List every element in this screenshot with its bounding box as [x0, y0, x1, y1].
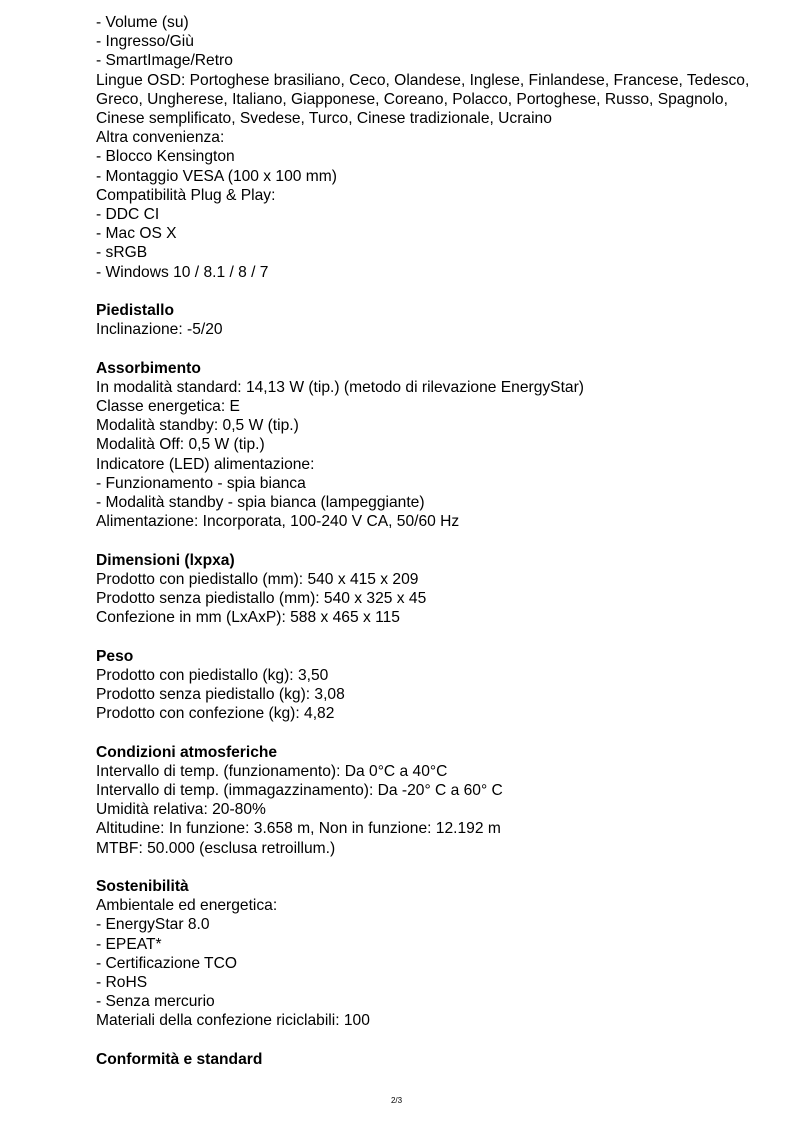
spec-line: Intervallo di temp. (funzionamento): Da 0°C a 40°C [96, 762, 448, 780]
section-sostenibilita [96, 877, 776, 1031]
spec-line: - Senza mercurio [96, 993, 215, 1011]
section-dimensioni [96, 551, 776, 628]
spec-line: In modalità standard: 14,13 W (tip.) (metodo di rilevazione EnergyStar) [96, 378, 584, 396]
section-peso [96, 647, 776, 724]
spec-line: - Mac OS X [96, 225, 177, 243]
spec-line: Modalità standby: 0,5 W (tip.) [96, 417, 299, 435]
spec-document-body [96, 13, 776, 1069]
spec-line: - EPEAT* [96, 935, 162, 953]
spec-line: - Funzionamento - spia bianca [96, 474, 306, 492]
spec-line: Prodotto con piedistallo (mm): 540 x 415 x 209 [96, 570, 419, 588]
spec-line: Confezione in mm (LxAxP): 588 x 465 x 115 [96, 609, 400, 627]
spec-line: - Ingresso/Giù [96, 33, 194, 51]
section-heading: Piedistallo [96, 302, 174, 320]
spec-line: - Montaggio VESA (100 x 100 mm) [96, 167, 337, 185]
spec-line: Materiali della confezione riciclabili: 100 [96, 1012, 370, 1030]
section-heading: Assorbimento [96, 359, 201, 377]
spec-line: Alimentazione: Incorporata, 100-240 V CA, 50/60 Hz [96, 513, 460, 531]
spec-line: - EnergyStar 8.0 [96, 916, 210, 934]
page-number: 2/3 [390, 1096, 403, 1105]
spec-line: Prodotto senza piedistallo (mm): 540 x 325 x 45 [96, 590, 427, 608]
spec-line: - Blocco Kensington [96, 148, 235, 166]
spec-line: Inclinazione: -5/20 [96, 321, 223, 339]
spec-line: Altra convenienza: [96, 129, 225, 147]
spec-line: - Certificazione TCO [96, 954, 237, 972]
section-assorbimento [96, 359, 776, 532]
spec-line: Ambientale ed energetica: [96, 897, 278, 915]
spec-line: - DDC CI [96, 206, 160, 224]
spec-line: Prodotto con confezione (kg): 4,82 [96, 705, 335, 723]
section-heading: Condizioni atmosferiche [96, 743, 278, 761]
spec-line: Modalità Off: 0,5 W (tip.) [96, 436, 265, 454]
spec-line: Prodotto con piedistallo (kg): 3,50 [96, 666, 329, 684]
section-heading: Peso [96, 647, 134, 665]
spec-line: - Modalità standby - spia bianca (lampeggiante) [96, 494, 425, 512]
section-conformita [96, 1050, 776, 1069]
spec-line: Intervallo di temp. (immagazzinamento): Da -20° C a 60° C [96, 782, 503, 800]
spec-line: - SmartImage/Retro [96, 52, 233, 70]
spec-line: Altitudine: In funzione: 3.658 m, Non in funzione: 12.192 m [96, 820, 501, 838]
section-piedistallo [96, 301, 776, 339]
spec-line: - Volume (su) [96, 14, 189, 31]
intro-block [96, 13, 776, 282]
spec-line: Prodotto senza piedistallo (kg): 3,08 [96, 686, 345, 704]
spec-line: - Windows 10 / 8.1 / 8 / 7 [96, 263, 269, 281]
section-condizioni-atmosferiche [96, 743, 776, 858]
spec-line: - sRGB [96, 244, 148, 262]
spec-line: Classe energetica: E [96, 398, 240, 416]
spec-line: Umidità relativa: 20-80% [96, 801, 266, 819]
section-heading: Sostenibilità [96, 878, 189, 896]
osd-languages-line: Lingue OSD: Portoghese brasiliano, Ceco, Olandese, Inglese, Finlandese, Francese, Tedesco, Greco, Ungherese, Italiano, Giapponese, Coreano, Polacco, Portoghese, Russo, Spagnolo, Cinese semplificato, Svedese, Turco, Cinese tradizionale, Ucraino [96, 71, 754, 128]
spec-line: Compatibilità Plug & Play: [96, 186, 276, 204]
section-heading: Conformità e standard [96, 1050, 263, 1068]
section-heading: Dimensioni (lxpxa) [96, 551, 235, 569]
spec-line: Indicatore (LED) alimentazione: [96, 455, 315, 473]
spec-line: - RoHS [96, 974, 148, 992]
spec-line: MTBF: 50.000 (esclusa retroillum.) [96, 839, 336, 857]
